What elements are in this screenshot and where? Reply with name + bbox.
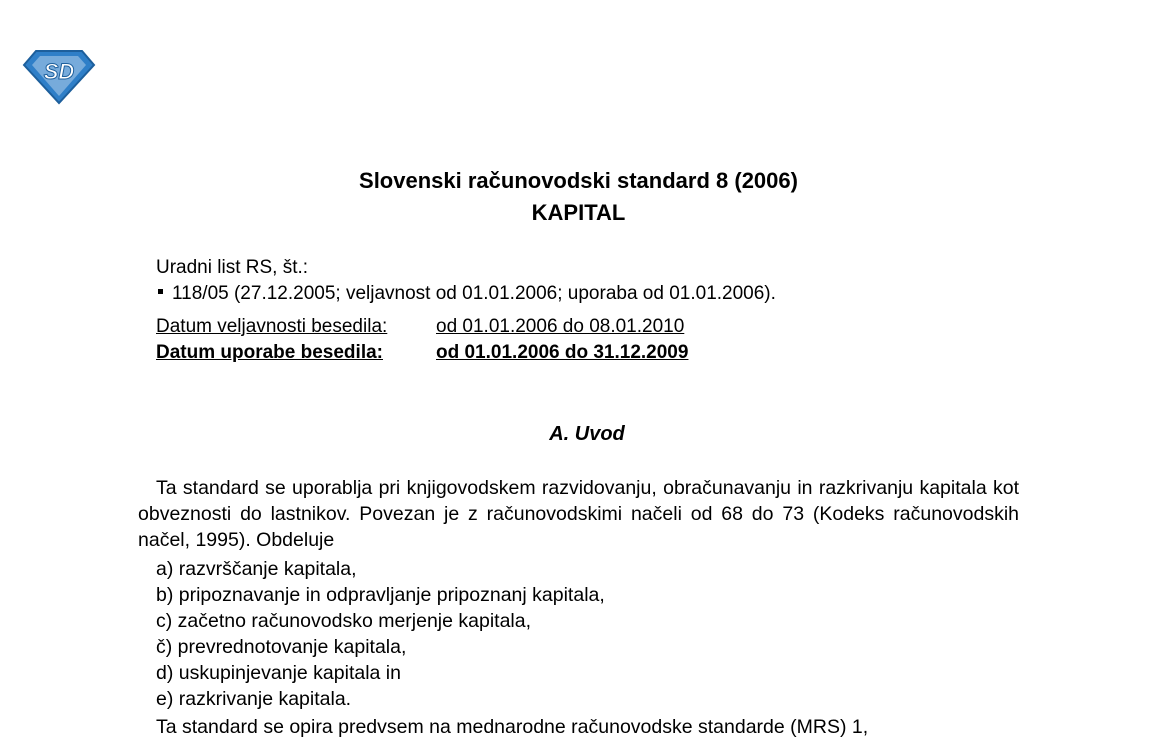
svg-text:SD: SD [43, 59, 75, 84]
list-item: a) razvrščanje kapitala, [156, 558, 357, 580]
usage-row [156, 341, 688, 365]
usage-value: od 01.01.2006 do 31.12.2009 [436, 342, 689, 363]
list-item: č) prevrednotovanje kapitala, [156, 636, 407, 658]
gazette-entry [156, 282, 776, 306]
intro-paragraph: Ta standard se uporablja pri knjigovodskem razvidovanju, obračunavanju in razkrivanju kapitala kot obveznosti do lastnikov. Povezan je z računovodskimi načeli od 68 do 73 (Kodeks računovodskih načel, 1995). Obdeluje [138, 477, 1019, 551]
next-paragraph: Ta standard se opira predvsem na mednarodne računovodske standarde (MRS) 1, [156, 716, 869, 738]
validity-label: Datum veljavnosti besedila: [156, 316, 388, 337]
list-item: b) pripoznavanje in odpravljanje pripoznanj kapitala, [156, 584, 605, 606]
validity-value: od 01.01.2006 do 08.01.2010 [436, 316, 685, 337]
gazette-label: Uradni list RS, št.: [156, 257, 309, 278]
list-item: c) začetno računovodsko merjenje kapitala, [156, 610, 532, 632]
document-title: Slovenski računovodski standard 8 (2006) [359, 168, 798, 193]
bullet-icon [158, 289, 163, 294]
list-item: d) uskupinjevanje kapitala in [156, 662, 401, 684]
sd-logo [22, 47, 96, 105]
document-subtitle: KAPITAL [531, 200, 626, 225]
list-item: e) razkrivanje kapitala. [156, 688, 352, 710]
validity-row [156, 315, 684, 339]
gazette-entry-text: 118/05 (27.12.2005; veljavnost od 01.01.2006; uporaba od 01.01.2006). [172, 283, 776, 304]
section-heading: A. Uvod [549, 423, 625, 445]
usage-label: Datum uporabe besedila: [156, 342, 383, 363]
